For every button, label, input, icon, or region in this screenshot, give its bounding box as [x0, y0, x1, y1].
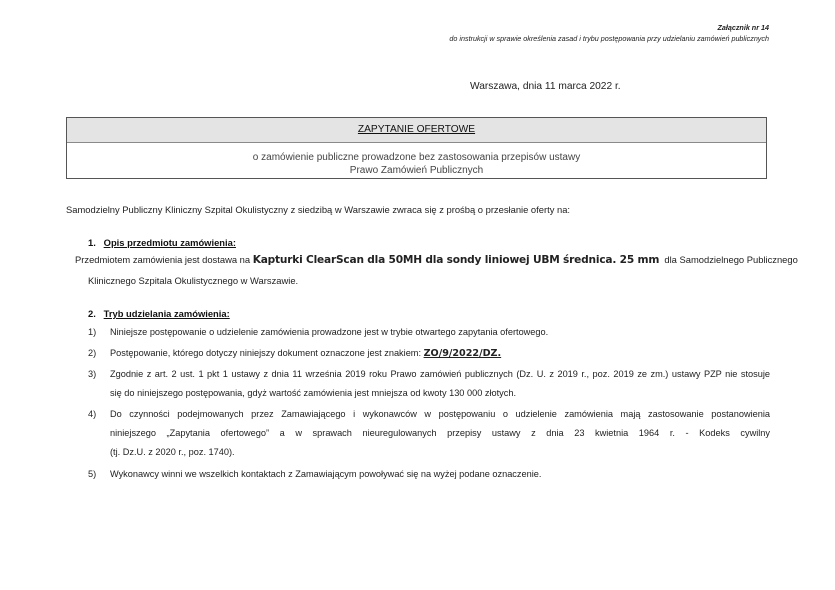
list-item-number: 4) [88, 409, 97, 419]
section-2-heading [88, 308, 230, 319]
list-item-number: 2) [88, 348, 97, 358]
list-item-line: Zgodnie z art. 2 ust. 1 pkt 1 ustawy z dnia 11 września 2019 roku Prawo zamówień publicznych (Dz. U. z 2019 r., poz. 2019 ze zm.) ustawy PZP nie stosuje [110, 369, 770, 379]
case-reference-code: ZO/9/2022/DZ. [423, 348, 502, 359]
section-1-number: 1. [88, 237, 96, 248]
instruction-subtitle: do instrukcji w sprawie określenia zasad i trybu postępowania przy udzielaniu zamówień publicznych [449, 34, 769, 43]
section-1-line-2: Klinicznego Szpitala Okulistycznego w Warszawie. [88, 275, 299, 286]
title-subtitle-line-2: Prawo Zamówień Publicznych [349, 165, 484, 176]
attachment-label: Załącznik nr 14 [717, 23, 769, 32]
list-item-number: 5) [88, 469, 97, 479]
list-item-line: Do czynności podejmowanych przez Zamawiającego i wykonawców w postępowaniu o udzielenie zamówienia mają zastosowanie postanowienia [110, 409, 770, 419]
section-1-heading [88, 237, 236, 248]
list-item-line: się do niniejszego postępowania, gdyż wartość zamówienia jest mniejsza od kwoty 130 000 złotych. [110, 388, 516, 398]
list-item-text [110, 408, 770, 459]
title-subtitle-line-1: o zamówienie publiczne prowadzone bez zastosowania przepisów ustawy [252, 152, 581, 163]
section-2-number: 2. [88, 308, 96, 319]
list-item-number: 3) [88, 369, 97, 379]
list-item-text: Niniejsze postępowanie o udzielenie zamówienia prowadzone jest w trybie otwartego zapytania ofertowego. [110, 327, 549, 337]
title-subtitle [67, 151, 766, 177]
title-box [66, 117, 767, 179]
list-item-line: (tj. Dz.U. z 2020 r., poz. 1740). [110, 447, 235, 457]
document-header [449, 22, 769, 44]
section-1-title: Opis przedmiotu zamówienia: [103, 237, 236, 248]
list-item-line: niniejszego „Zapytania ofertowego” a w sprawach nieuregulowanych przepisy ustawy z dnia 23 kwietnia 1964 r. - Kodeks cywilny [110, 428, 770, 438]
place-date: Warszawa, dnia 11 marca 2022 r. [470, 81, 621, 92]
intro-paragraph: Samodzielny Publiczny Kliniczny Szpital Okulistyczny z siedzibą w Warszawie zwraca się z prośbą o przesłanie oferty na: [66, 204, 571, 215]
list-item-text [110, 347, 770, 360]
section-2-title: Tryb udzielania zamówienia: [103, 308, 230, 319]
list-item-text: Wykonawcy winni we wszelkich kontaktach z Zamawiającym powoływać się na wyżej podane oznaczenie. [110, 469, 542, 479]
subject-highlight: Kapturki ClearScan dla 50MH dla sondy liniowej UBM średnica. 25 mm [252, 254, 660, 266]
list-item-text-part: Postępowanie, którego dotyczy niniejszy dokument oznaczone jest znakiem: [110, 348, 422, 358]
section-1-text-after: dla Samodzielnego Publicznego [664, 254, 798, 265]
list-item-text [110, 368, 770, 400]
section-1-line-1 [75, 253, 798, 267]
document-title: ZAPYTANIE OFERTOWE [67, 118, 766, 143]
section-1-text-before: Przedmiotem zamówienia jest dostawa na [75, 254, 251, 265]
list-item-number: 1) [88, 327, 97, 337]
